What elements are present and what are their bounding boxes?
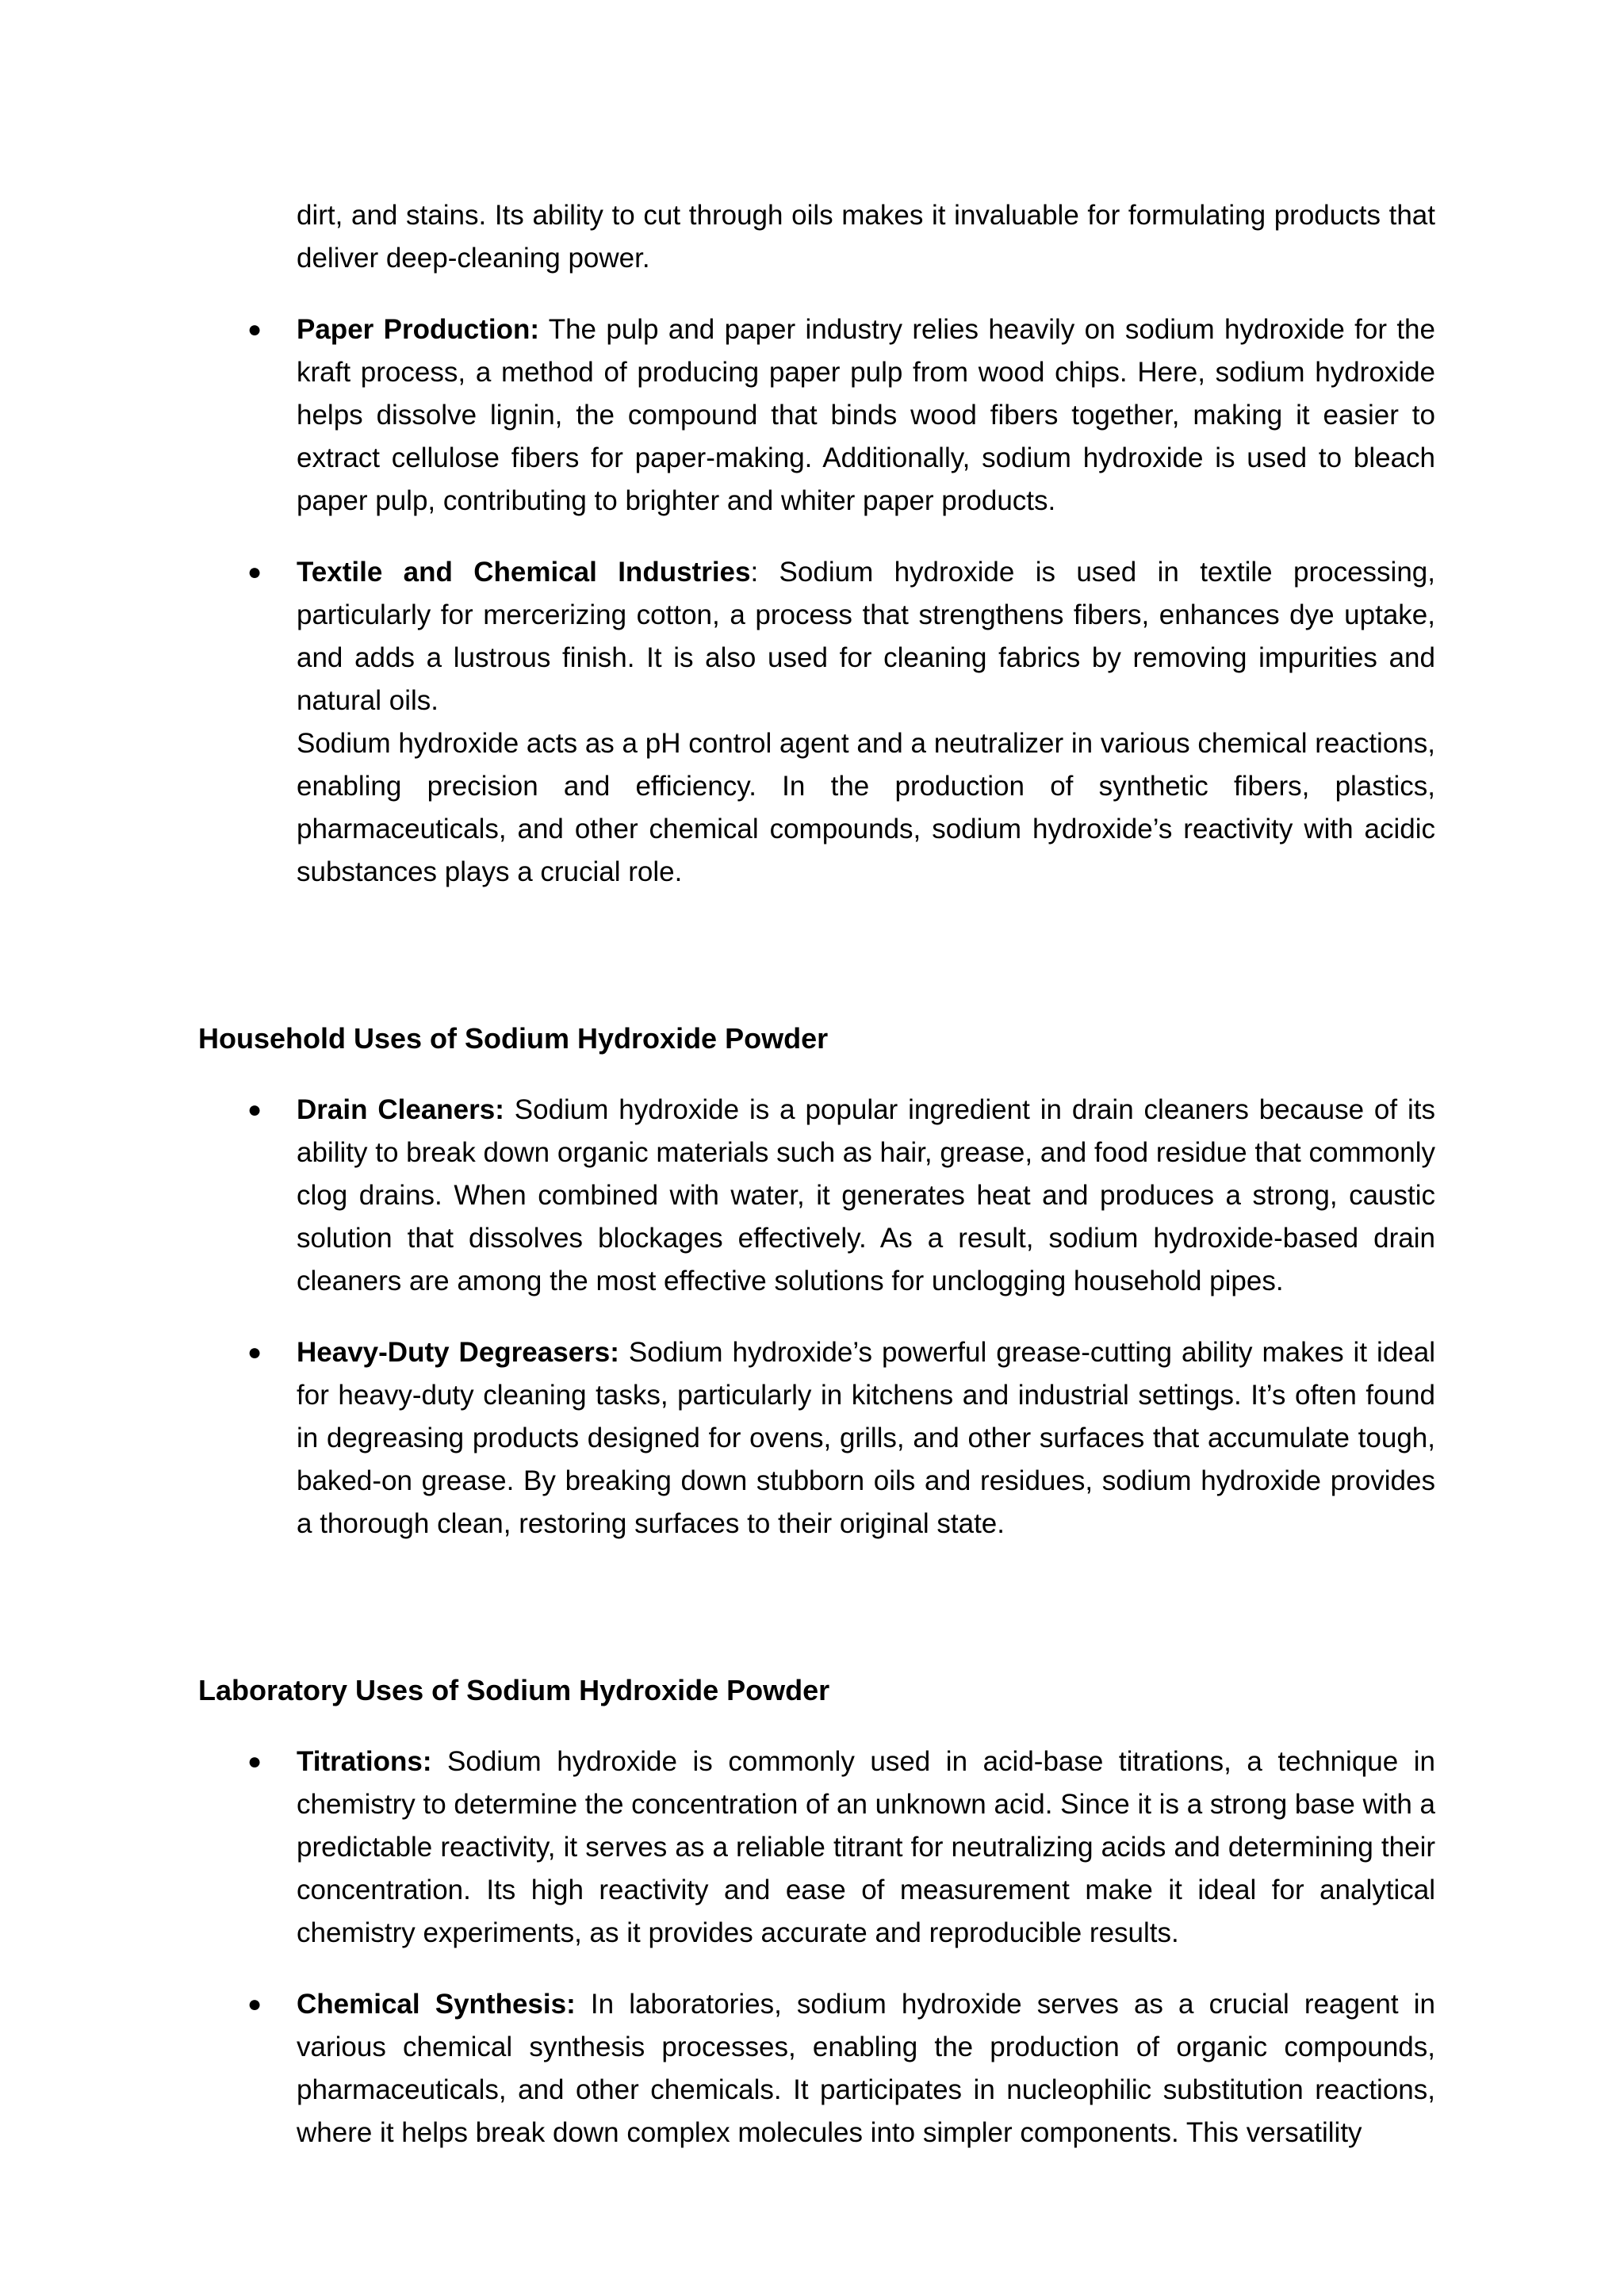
list-item-body xyxy=(297,1741,1435,1955)
list-item-text: : Sodium hydroxide is used in textile processing, particularly for mercerizing cotton, a process that strengthens fibers, enhances dye uptake, and adds a lustrous finish. It is also used for cleaning fabrics by removing impurities and natural oils. xyxy=(297,557,1435,716)
list-item-paper-production xyxy=(198,308,1435,523)
list-item-term: Textile and Chemical Industries xyxy=(297,557,751,588)
bullet-icon: ● xyxy=(247,1748,262,1775)
page-content xyxy=(198,194,1435,2183)
section-spacer xyxy=(198,922,1435,1017)
laboratory-uses-list xyxy=(198,1741,1435,2154)
list-item-drain-cleaners xyxy=(198,1089,1435,1303)
bullet-icon: ● xyxy=(247,559,262,585)
list-item-body xyxy=(297,1089,1435,1303)
list-item-term: Heavy-Duty Degreasers: xyxy=(297,1337,619,1368)
section-spacer xyxy=(198,1574,1435,1669)
list-item-term: Titrations: xyxy=(297,1746,432,1777)
bullet-icon: ● xyxy=(247,1339,262,1365)
list-item-body xyxy=(297,1983,1435,2154)
household-uses-list xyxy=(198,1089,1435,1545)
industrial-uses-list xyxy=(198,308,1435,894)
section-spacer xyxy=(198,1712,1435,1741)
list-item-term: Paper Production: xyxy=(297,314,539,345)
list-item-titrations xyxy=(198,1741,1435,1955)
list-item-textile-chemical xyxy=(198,551,1435,894)
list-item-text: Sodium hydroxide is a popular ingredient in drain cleaners because of its ability to break down organic materials such as hair, grease, and food residue that commonly clog drains. When combined with water, it generates heat and produces a strong, caustic solution that dissolves blockages effectively. As a result, sodium hydroxide-based drain cleaners are among the most effective solutions for unclogging household pipes. xyxy=(297,1094,1435,1296)
list-item-body xyxy=(297,1331,1435,1545)
list-item-extra-text: Sodium hydroxide acts as a pH control agent and a neutralizer in various chemical reactions, enabling precision and efficiency. In the production of synthetic fibers, plastics, pharmaceuticals, and other chemical compounds, sodium hydroxide’s reactivity with acidic substances plays a crucial role. xyxy=(297,728,1435,887)
section-spacer xyxy=(198,1060,1435,1089)
list-item-text: Sodium hydroxide is commonly used in acid-base titrations, a technique in chemistry to determine the concentration of an unknown acid. Since it is a strong base with a predictable reactivity, it serves as a reliable titrant for neutralizing acids and determining their concentration. Its high reactivity and ease of measurement make it ideal for analytical chemistry experiments, as it provides accurate and reproducible results. xyxy=(297,1746,1435,1948)
list-item-heavy-duty-degreasers xyxy=(198,1331,1435,1545)
list-item-text: In laboratories, sodium hydroxide serves as a crucial reagent in various chemical synthesis processes, enabling the production of organic compounds, pharmaceuticals, and other chemicals. It participates in nucleophilic substitution reactions, where it helps break down complex molecules into simpler components. This versatility xyxy=(297,1989,1435,2148)
list-item-body xyxy=(297,551,1435,894)
bullet-icon: ● xyxy=(247,1991,262,2017)
list-item-term: Drain Cleaners: xyxy=(297,1094,504,1125)
bullet-icon: ● xyxy=(247,316,262,343)
list-item-term: Chemical Synthesis: xyxy=(297,1989,576,2020)
list-item-text: The pulp and paper industry relies heavily on sodium hydroxide for the kraft process, a method of producing paper pulp from wood chips. Here, sodium hydroxide helps dissolve lignin, the compound that binds wood fibers together, making it easier to extract cellulose fibers for paper-making. Additionally, sodium hydroxide is used to bleach paper pulp, contributing to brighter and whiter paper products. xyxy=(297,314,1435,516)
list-item-text: Sodium hydroxide’s powerful grease-cutting ability makes it ideal for heavy-duty cleaning tasks, particularly in kitchens and industrial settings. It’s often found in degreasing products designed for ovens, grills, and other surfaces that accumulate tough, baked-on grease. By breaking down stubborn oils and residues, sodium hydroxide provides a thorough clean, restoring surfaces to their original state. xyxy=(297,1337,1435,1539)
household-uses-heading: Household Uses of Sodium Hydroxide Powder xyxy=(198,1022,829,1055)
bullet-icon: ● xyxy=(247,1097,262,1123)
continuation-paragraph: dirt, and stains. Its ability to cut through oils makes it invaluable for formulating products that deliver deep-cleaning power. xyxy=(297,200,1435,274)
list-item-body xyxy=(297,308,1435,523)
laboratory-uses-heading: Laboratory Uses of Sodium Hydroxide Powder xyxy=(198,1674,830,1706)
list-item-chemical-synthesis xyxy=(198,1983,1435,2154)
